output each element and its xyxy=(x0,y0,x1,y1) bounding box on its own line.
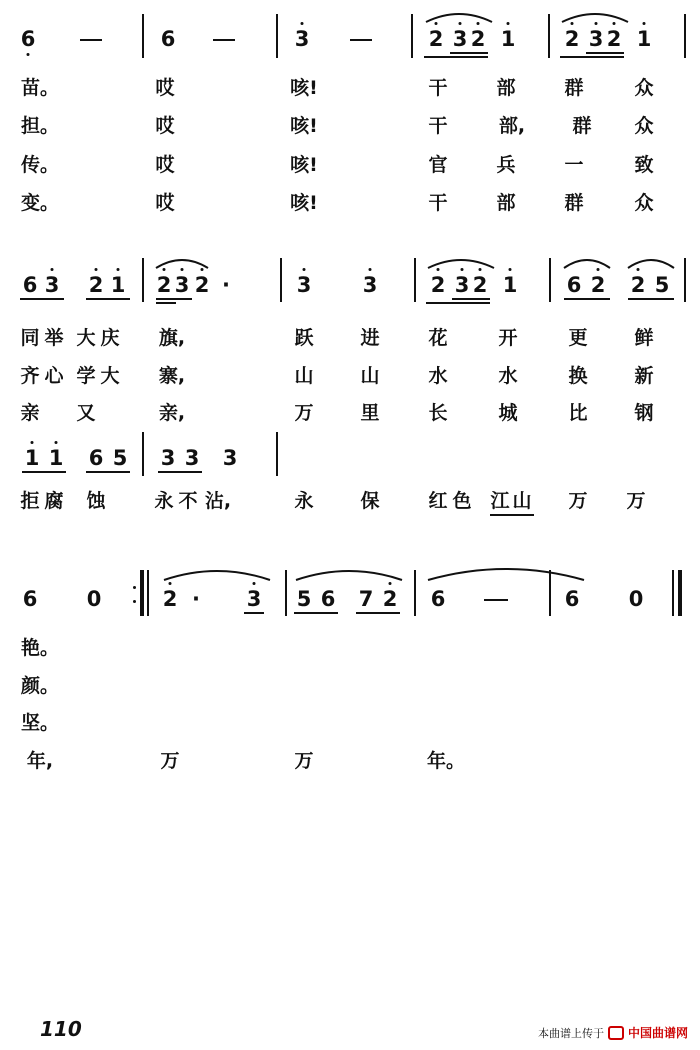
lyric: 众 xyxy=(634,77,654,99)
lyric: 永 xyxy=(154,490,174,512)
lyric: 群 xyxy=(564,77,584,99)
lyric: 年。 xyxy=(426,750,466,772)
dot-above xyxy=(201,268,204,271)
note: 3 xyxy=(44,273,60,297)
note: 3 xyxy=(588,27,604,51)
barline xyxy=(684,14,686,58)
lyric: 蚀 xyxy=(86,490,106,512)
lyric: 咳! xyxy=(290,192,318,214)
lyric: 红 xyxy=(428,490,448,512)
dash xyxy=(484,599,508,601)
lyric: 变。 xyxy=(20,192,60,214)
page-number: 110 xyxy=(40,1017,82,1041)
note: 3 xyxy=(452,27,468,51)
note: 1 xyxy=(110,273,126,297)
dot-above xyxy=(571,22,574,25)
note: · xyxy=(222,273,230,297)
upload-credit xyxy=(538,1024,688,1041)
upload-text: 本曲谱上传于 xyxy=(537,1026,604,1040)
dot-above xyxy=(437,268,440,271)
lyric: 哎 xyxy=(155,115,175,137)
dot-above xyxy=(435,22,438,25)
barline xyxy=(548,14,550,58)
lyric: 更 xyxy=(568,327,588,349)
barline xyxy=(672,570,674,616)
note: 2 xyxy=(590,273,606,297)
note: 0 xyxy=(628,587,644,611)
lyric: 山 xyxy=(294,365,314,387)
note: 6 xyxy=(22,273,38,297)
lyric: 部 xyxy=(496,192,516,214)
note: 3 xyxy=(454,273,470,297)
dot-above xyxy=(95,268,98,271)
lyric: 齐 xyxy=(20,365,40,387)
lyric: 群 xyxy=(572,115,592,137)
dot-above xyxy=(55,441,58,444)
slur xyxy=(562,256,612,270)
note: 2 xyxy=(194,273,210,297)
note: 2 xyxy=(162,587,178,611)
note: 3 xyxy=(174,273,190,297)
lyric: 群 xyxy=(564,192,584,214)
lyric: 部, xyxy=(498,115,526,137)
note: 1 xyxy=(502,273,518,297)
barline xyxy=(678,570,682,616)
underline xyxy=(156,298,192,300)
lyric: 艳。 xyxy=(20,637,60,659)
underline xyxy=(244,612,264,614)
barline xyxy=(147,570,149,616)
lyric: 致 xyxy=(634,154,654,176)
lyric: 咳! xyxy=(290,115,318,137)
note: 3 xyxy=(296,273,312,297)
note: 2 xyxy=(156,273,172,297)
note: 2 xyxy=(428,27,444,51)
lyric: 保 xyxy=(360,490,380,512)
lyric: 兵 xyxy=(496,154,516,176)
lyric: 开 xyxy=(498,327,518,349)
note: 2 xyxy=(606,27,622,51)
dot-above xyxy=(369,268,372,271)
dot-above xyxy=(301,22,304,25)
underline xyxy=(156,302,176,304)
lyric: 年, xyxy=(26,750,54,772)
lyric: 庆 xyxy=(100,327,120,349)
lyric: 亲 xyxy=(20,402,40,424)
underline xyxy=(628,298,674,300)
lyric: 腐 xyxy=(44,490,64,512)
dash xyxy=(80,39,102,41)
dot-above xyxy=(51,268,54,271)
lyric: 山 xyxy=(512,490,532,512)
note: 1 xyxy=(500,27,516,51)
lyric: 山 xyxy=(360,365,380,387)
lyric: 城 xyxy=(498,402,518,424)
barline xyxy=(684,258,686,302)
lyric: 大 xyxy=(100,365,120,387)
barline xyxy=(411,14,413,58)
note: 6 xyxy=(22,587,38,611)
note: 3 xyxy=(222,446,238,470)
lyric: 比 xyxy=(568,402,588,424)
dot-above xyxy=(509,268,512,271)
underline xyxy=(294,612,338,614)
repeat-dot xyxy=(133,586,136,589)
lyric: 新 xyxy=(634,365,654,387)
note: 3 xyxy=(362,273,378,297)
note: 6 xyxy=(320,587,336,611)
note: 3 xyxy=(160,446,176,470)
dash xyxy=(213,39,235,41)
note: 1 xyxy=(48,446,64,470)
dot-above xyxy=(613,22,616,25)
note: 6 xyxy=(430,587,446,611)
lyric: 干 xyxy=(428,192,448,214)
site-name[interactable]: 中国曲谱网 xyxy=(627,1026,688,1040)
lyric: 江 xyxy=(490,490,510,512)
lyric: 万 xyxy=(160,750,180,772)
underline xyxy=(490,514,534,516)
lyric: 众 xyxy=(634,192,654,214)
lyric: 万 xyxy=(626,490,646,512)
dot-above xyxy=(169,582,172,585)
lyric: 万 xyxy=(568,490,588,512)
note: 2 xyxy=(564,27,580,51)
lyric: 亲, xyxy=(158,402,186,424)
dot-below xyxy=(27,53,30,56)
dot-above xyxy=(479,268,482,271)
underline xyxy=(424,56,488,58)
lyric: 跃 xyxy=(294,327,314,349)
underline xyxy=(586,52,624,54)
lyric: 官 xyxy=(428,154,448,176)
lyric: 永 xyxy=(294,490,314,512)
note: 7 xyxy=(358,587,374,611)
lyric: 传。 xyxy=(20,154,60,176)
lyric: 举 xyxy=(44,327,64,349)
underline xyxy=(356,612,400,614)
lyric: 干 xyxy=(428,77,448,99)
dot-above xyxy=(303,268,306,271)
lyric: 进 xyxy=(360,327,380,349)
dot-above xyxy=(459,22,462,25)
dot-above xyxy=(461,268,464,271)
lyric: 换 xyxy=(568,365,588,387)
lyric: 心 xyxy=(44,365,64,387)
note: 1 xyxy=(24,446,40,470)
lyric: 干 xyxy=(428,115,448,137)
dot-above xyxy=(507,22,510,25)
barline xyxy=(142,432,144,476)
note: 2 xyxy=(430,273,446,297)
lyric: 担。 xyxy=(20,115,60,137)
lyric: 水 xyxy=(428,365,448,387)
lyric: 众 xyxy=(634,115,654,137)
lyric: 沾, xyxy=(204,490,232,512)
underline xyxy=(426,302,490,304)
barline xyxy=(142,258,144,302)
note: 3 xyxy=(246,587,262,611)
lyric: 旗, xyxy=(158,327,186,349)
note: 2 xyxy=(630,273,646,297)
dot-above xyxy=(597,268,600,271)
slur xyxy=(294,568,404,582)
note: 5 xyxy=(112,446,128,470)
lyric: 花 xyxy=(428,327,448,349)
lyric: 万 xyxy=(294,750,314,772)
slur xyxy=(426,566,586,582)
note: 0 xyxy=(86,587,102,611)
note: 3 xyxy=(184,446,200,470)
lyric: 长 xyxy=(428,402,448,424)
barline xyxy=(280,258,282,302)
underline xyxy=(450,52,488,54)
lyric: 哎 xyxy=(155,192,175,214)
dot-above xyxy=(117,268,120,271)
lyric: 水 xyxy=(498,365,518,387)
note: 2 xyxy=(88,273,104,297)
lyric: 同 xyxy=(20,327,40,349)
repeat-dot xyxy=(133,600,136,603)
lyric: 鲜 xyxy=(634,327,654,349)
lyric: 里 xyxy=(360,402,380,424)
slur xyxy=(162,568,272,582)
lyric: 颜。 xyxy=(20,675,60,697)
note: 6 xyxy=(160,27,176,51)
dot-above xyxy=(31,441,34,444)
lyric: 万 xyxy=(294,402,314,424)
underline xyxy=(452,298,490,300)
dot-above xyxy=(389,582,392,585)
lyric: 哎 xyxy=(155,77,175,99)
lyric: 坚。 xyxy=(20,712,60,734)
note: 2 xyxy=(382,587,398,611)
dot-above xyxy=(181,268,184,271)
dot-above xyxy=(637,268,640,271)
note: 6 xyxy=(566,273,582,297)
note: · xyxy=(192,587,200,611)
dot-above xyxy=(477,22,480,25)
lyric: 学 xyxy=(76,365,96,387)
barline xyxy=(549,258,551,302)
note: 6 xyxy=(20,27,36,51)
dot-above xyxy=(595,22,598,25)
underline xyxy=(564,298,610,300)
note: 1 xyxy=(636,27,652,51)
lyric: 苗。 xyxy=(20,77,60,99)
dot-above xyxy=(643,22,646,25)
slur xyxy=(626,256,676,270)
barline xyxy=(140,570,144,616)
lyric: 部 xyxy=(496,77,516,99)
barline xyxy=(414,258,416,302)
lyric: 又 xyxy=(76,402,96,424)
lyric: 色 xyxy=(452,490,472,512)
note: 5 xyxy=(296,587,312,611)
lyric: 钢 xyxy=(634,402,654,424)
note: 5 xyxy=(654,273,670,297)
barline xyxy=(142,14,144,58)
underline xyxy=(22,471,66,473)
note: 3 xyxy=(294,27,310,51)
lyric: 拒 xyxy=(20,490,40,512)
barline xyxy=(414,570,416,616)
note: 6 xyxy=(564,587,580,611)
barline xyxy=(285,570,287,616)
lyric: 大 xyxy=(76,327,96,349)
note: 2 xyxy=(470,27,486,51)
note: 2 xyxy=(472,273,488,297)
barline xyxy=(276,432,278,476)
dot-above xyxy=(163,268,166,271)
underline xyxy=(86,471,130,473)
dash xyxy=(350,39,372,41)
underline xyxy=(20,298,64,300)
lyric: 咳! xyxy=(290,154,318,176)
site-logo-icon xyxy=(608,1026,624,1040)
underline xyxy=(560,56,624,58)
barline xyxy=(276,14,278,58)
lyric: 一 xyxy=(564,154,584,176)
dot-above xyxy=(253,582,256,585)
lyric: 寨, xyxy=(158,365,186,387)
underline xyxy=(86,298,130,300)
underline xyxy=(158,471,202,473)
lyric: 咳! xyxy=(290,77,318,99)
lyric: 哎 xyxy=(155,154,175,176)
note: 6 xyxy=(88,446,104,470)
lyric: 不 xyxy=(178,490,198,512)
